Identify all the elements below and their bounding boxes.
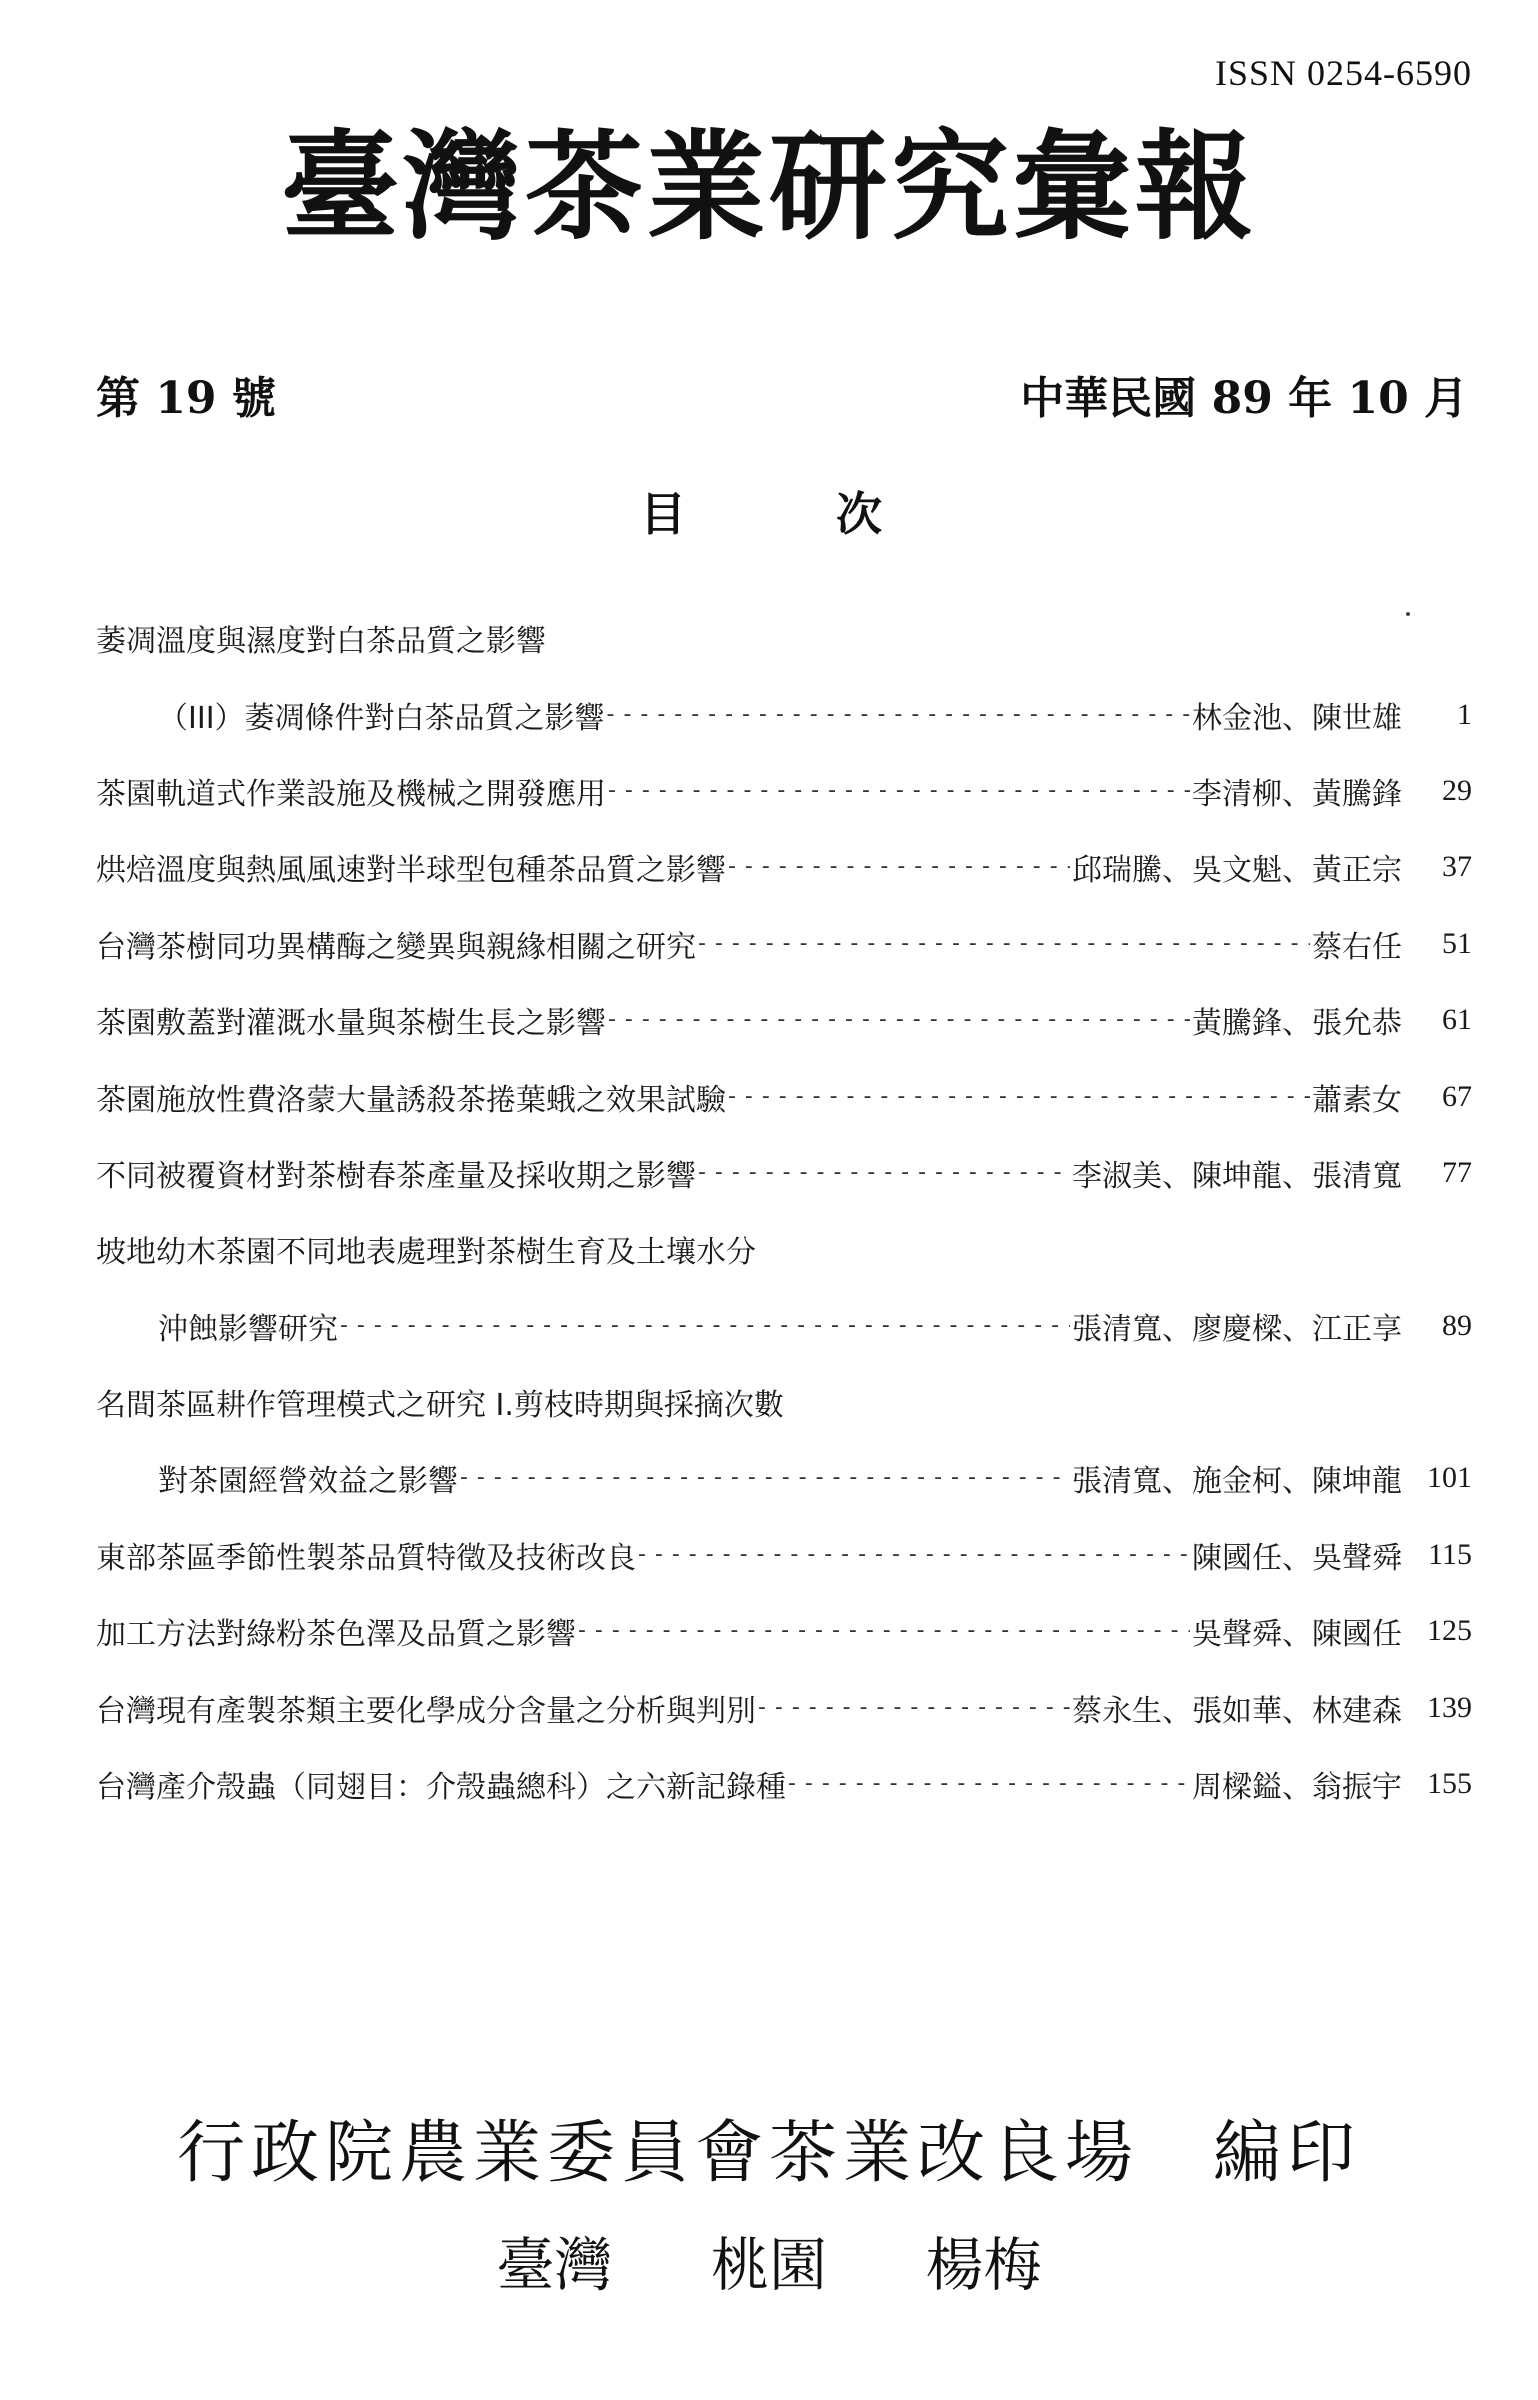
toc-entry-title: 不同被覆資材對茶樹春茶產量及採收期之影響 [96, 1158, 696, 1194]
toc-entry-title: 台灣茶樹同功異構酶之變異與親緣相關之研究 [96, 929, 696, 965]
toc-entry-authors: 張清寬、施金柯、陳坤龍 [1072, 1464, 1402, 1500]
toc-entry-page: 37 [1442, 850, 1472, 884]
toc-entry-page: 61 [1442, 1003, 1472, 1037]
toc-entry-authors: 周樑鎰、翁振宇 [1192, 1770, 1402, 1806]
toc-entry [96, 1135, 1472, 1211]
toc-entry [96, 676, 1472, 752]
toc-entry [96, 753, 1472, 829]
location-town: 楊梅 [925, 2231, 1042, 2299]
toc-entry-page: 115 [1428, 1537, 1472, 1571]
toc-entry-page: 51 [1442, 926, 1472, 960]
toc-entry-authors: 蔡永生、張如華、林建森 [1072, 1693, 1402, 1729]
toc-leader-dashes [698, 929, 1310, 959]
location-county: 桃園 [710, 2231, 827, 2299]
toc-entry [96, 1440, 1472, 1516]
toc-entry-authors: 林金池、陳世雄 [1192, 700, 1402, 736]
toc-leader-dashes [728, 852, 1070, 882]
issue-info-row [96, 362, 1468, 422]
toc-entry-title: 萎凋溫度與濕度對白茶品質之影響 [96, 624, 546, 660]
issn-number: ISSN 0254-6590 [1214, 53, 1472, 93]
table-of-contents [96, 600, 1472, 1822]
toc-entry-authors: 吳聲舜、陳國任 [1192, 1617, 1402, 1653]
toc-entry-page: 29 [1442, 773, 1472, 807]
toc-entry [96, 1593, 1472, 1669]
toc-entry-title: （III）萎凋條件對白茶品質之影響 [158, 700, 605, 736]
toc-entry [96, 829, 1472, 905]
toc-entry [96, 1517, 1472, 1593]
toc-entry-page: 139 [1427, 1690, 1472, 1724]
toc-entry-title: 對茶園經營效益之影響 [158, 1464, 458, 1500]
toc-entry-page: 77 [1442, 1155, 1472, 1189]
toc-leader-dashes [698, 1158, 1070, 1188]
toc-entry-heading [96, 1364, 1472, 1440]
toc-entry [96, 1058, 1472, 1134]
toc-entry-title: 台灣產介殼蟲（同翅目：介殼蟲總科）之六新記錄種 [96, 1770, 786, 1806]
toc-leader-dashes [788, 1769, 1190, 1799]
toc-leader-dashes [460, 1463, 1070, 1493]
journal-title: 臺灣茶業研究彙報 [280, 117, 1257, 256]
toc-entry [96, 1669, 1472, 1745]
toc-leader-dashes [608, 1005, 1190, 1035]
toc-entry-title: 茶園施放性費洛蒙大量誘殺茶捲葉蛾之效果試驗 [96, 1082, 726, 1118]
toc-entry-page: 155 [1427, 1767, 1472, 1801]
toc-entry-page: 1 [1457, 697, 1472, 731]
toc-entry-authors: 陳國任、吳聲舜 [1192, 1540, 1402, 1576]
toc-entry-title: 台灣現有產製茶類主要化學成分含量之分析與判別 [96, 1693, 756, 1729]
toc-entry-title: 茶園敷蓋對灌溉水量與茶樹生長之影響 [96, 1006, 606, 1042]
toc-leader-dashes [340, 1311, 1070, 1341]
toc-leader-dashes [758, 1693, 1070, 1723]
toc-entry-title: 加工方法對綠粉茶色澤及品質之影響 [96, 1617, 576, 1653]
toc-entry-authors: 蔡右任 [1312, 929, 1402, 965]
toc-entry-page: 101 [1427, 1461, 1472, 1495]
toc-entry-page: 89 [1442, 1308, 1472, 1342]
toc-entry [96, 982, 1472, 1058]
issue-number: 第 19 號 [96, 373, 276, 424]
toc-entry-title: 茶園軌道式作業設施及機械之開發應用 [96, 776, 606, 812]
toc-entry-title: 東部茶區季節性製茶品質特徵及技術改良 [96, 1540, 636, 1576]
publisher-line: 行政院農業委員會茶業改良場 編印 [176, 2114, 1361, 2193]
toc-entry-authors: 李清柳、黃騰鋒 [1192, 776, 1402, 812]
toc-entry-heading [96, 600, 1472, 676]
toc-entry [96, 1288, 1472, 1364]
toc-entry-heading [96, 1211, 1472, 1287]
toc-leader-dashes [638, 1540, 1190, 1570]
toc-entry [96, 906, 1472, 982]
toc-leader-dashes [728, 1082, 1310, 1112]
issue-date: 中華民國 89 年 10 月 [1020, 373, 1468, 424]
toc-entry-title: 烘焙溫度與熱風風速對半球型包種茶品質之影響 [96, 853, 726, 889]
toc-entry-authors: 邱瑞騰、吳文魁、黃正宗 [1072, 853, 1402, 889]
toc-entry-authors: 蕭素女 [1312, 1082, 1402, 1118]
toc-entry-authors: 張清寬、廖慶樑、江正享 [1072, 1311, 1402, 1347]
toc-entry-authors: 李淑美、陳坤龍、張清寬 [1072, 1158, 1402, 1194]
toc-entry-title: 沖蝕影響研究 [158, 1311, 338, 1347]
toc-heading: 目次 [640, 487, 1032, 541]
publisher-location [0, 2231, 1538, 2299]
toc-leader-dashes [578, 1616, 1190, 1646]
toc-entry-title: 坡地幼木茶園不同地表處理對茶樹生育及土壤水分 [96, 1235, 756, 1271]
toc-entry-title: 名間茶區耕作管理模式之研究 I.剪枝時期與採摘次數 [96, 1388, 784, 1424]
toc-entry [96, 1746, 1472, 1822]
toc-entry-page: 125 [1427, 1614, 1472, 1648]
toc-entry-page: 67 [1442, 1079, 1472, 1113]
toc-leader-dashes [608, 776, 1190, 806]
location-region: 臺灣 [496, 2231, 613, 2299]
toc-leader-dashes [607, 700, 1190, 730]
toc-entry-authors: 黃騰鋒、張允恭 [1192, 1006, 1402, 1042]
